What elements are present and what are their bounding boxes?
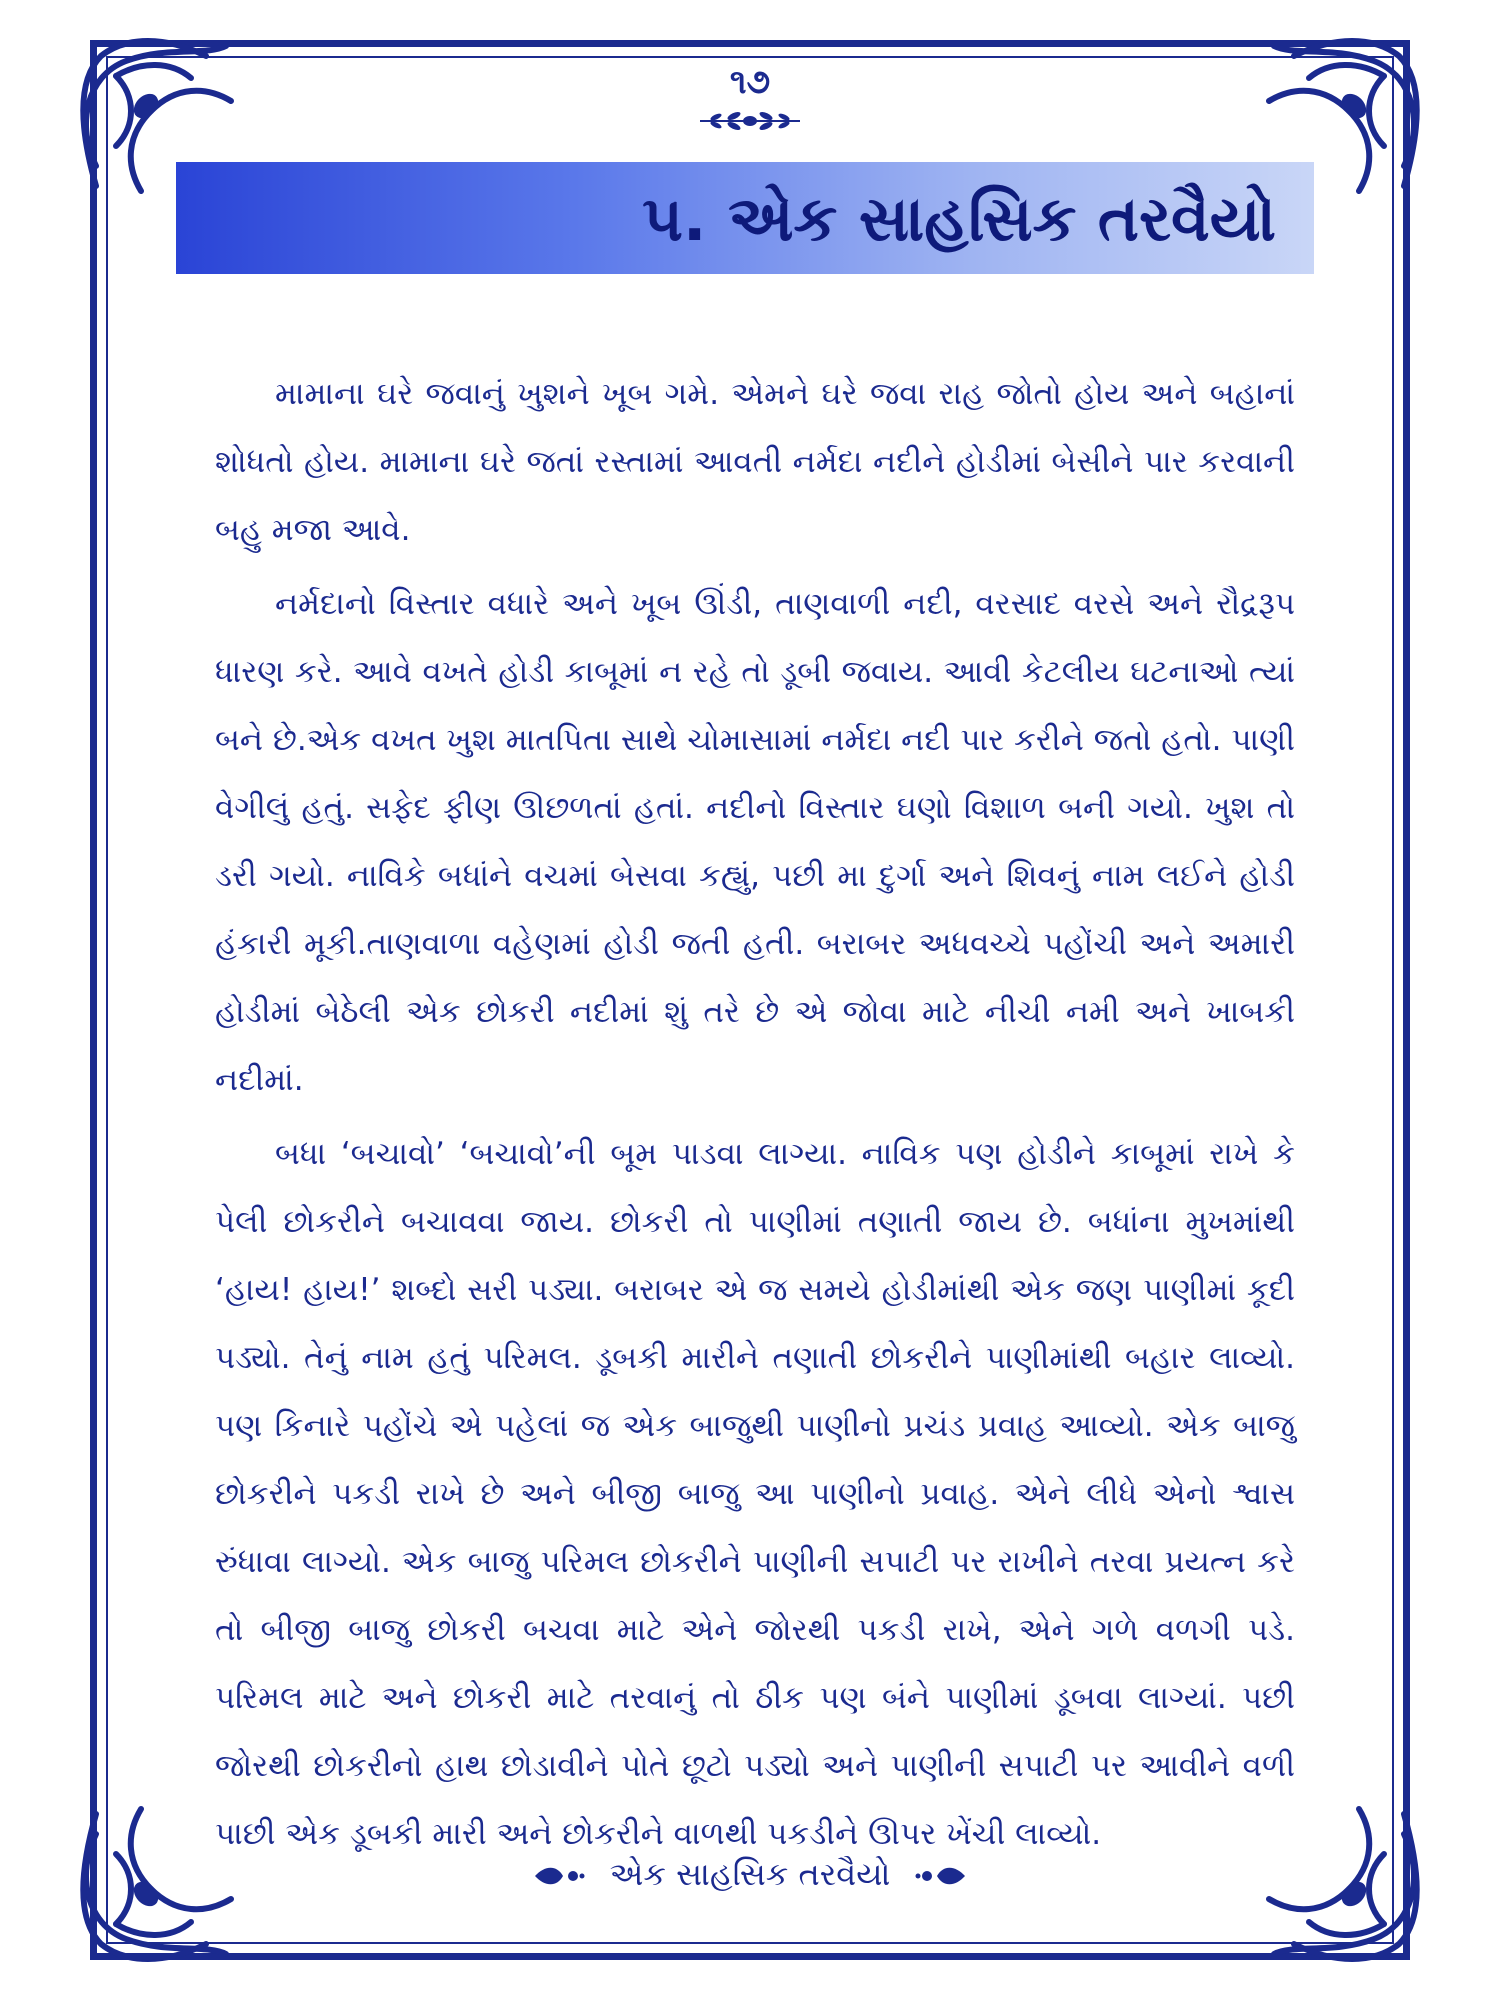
chapter-title-banner: [176, 162, 1314, 274]
paragraph: બધા ‘બચાવો’ ‘બચાવો’ની બૂમ પાડવા લાગ્યા. નાવિક પણ હોડીને કાબૂમાં રાખે કે પેલી છોકરીને બચાવવા જાય. છોકરી તો પાણીમાં તણાતી જાય છે. બધાંના મુખમાંથી ‘હાય! હાય!’ શબ્દો સરી પડ્યા. બરાબર એ જ સમયે હોડીમાંથી એક જણ પાણીમાં કૂદી પડ્યો. તેનું નામ હતું પરિમલ. ડૂબકી મારીને તણાતી છોકરીને પાણીમાંથી બહાર લાવ્યો. પણ કિનારે પહોંચે એ પહેલાં જ એક બાજુથી પાણીનો પ્રચંડ પ્રવાહ આવ્યો. એક બાજુ છોકરીને પકડી રાખે છે અને બીજી બાજુ આ પાણીનો પ્રવાહ. એને લીધે એનો શ્વાસ રુંધાવા લાગ્યો. એક બાજુ પરિમલ છોકરીને પાણીની સપાટી પર રાખીને તરવા પ્રયત્ન કરે તો બીજી બાજુ છોકરી બચવા માટે એને જોરથી પકડી રાખે, એને ગળે વળગી પડે. પરિમલ માટે અને છોકરી માટે તરવાનું તો ઠીક પણ બંને પાણીમાં ડૂબવા લાગ્યાં. પછી જોરથી છોકરીનો હાથ છોડાવીને પોતે છૂટો પડ્યો અને પાણીની સપાટી પર આવીને વળી પાછી એક ડૂબકી મારી અને છોકરીને વાળથી પકડીને ઊપર ખેંચી લાવ્યો.: [215, 1136, 1295, 1852]
story-body: [215, 360, 1295, 1874]
footer-ornament-icon: [915, 1865, 967, 1887]
footer-title: એક સાહસિક તરવૈયો: [609, 1855, 891, 1893]
page-number: ૧૭: [729, 62, 771, 102]
running-footer: [0, 1855, 1500, 1894]
footer-ornament-icon: [533, 1865, 585, 1887]
paragraph: નર્મદાનો વિસ્તાર વધારે અને ખૂબ ઊંડી, તાણવાળી નદી, વરસાદ વરસે અને રૌદ્રરૂપ ધારણ કરે. આવે વખતે હોડી કાબૂમાં ન રહે તો ડૂબી જવાય. આવી કેટલીય ઘટનાઓ ત્યાં બને છે.એક વખત ખુશ માતપિતા સાથે ચોમાસામાં નર્મદા નદી પાર કરીને જતો હતો. પાણી વેગીલું હતું. સફેદ ફીણ ઊછળતાં હતાં. નદીનો વિસ્તાર ઘણો વિશાળ બની ગયો. ખુશ તો ડરી ગયો. નાવિકે બધાંને વચમાં બેસવા કહ્યું, પછી મા દુર્ગા અને શિવનું નામ લઈને હોડી હંકારી મૂકી.તાણવાળા વહેણમાં હોડી જતી હતી. બરાબર અધવચ્ચે પહોંચી અને અમારી હોડીમાં બેઠેલી એક છોકરી નદીમાં શું તરે છે એ જોવા માટે નીચી નમી અને ખાબકી નદીમાં.: [215, 586, 1295, 1098]
leaf-sprig-icon: [690, 108, 810, 134]
paragraph: મામાના ઘરે જવાનું ખુશને ખૂબ ગમે. એમને ઘરે જવા રાહ જોતો હોય અને બહાનાં શોધતો હોય. મામાના ઘરે જતાં રસ્તામાં આવતી નર્મદા નદીને હોડીમાં બેસીને પાર કરવાની બહુ મજા આવે.: [215, 376, 1295, 548]
chapter-title: ૫. એક સાહસિક તરવૈયો: [642, 182, 1276, 255]
